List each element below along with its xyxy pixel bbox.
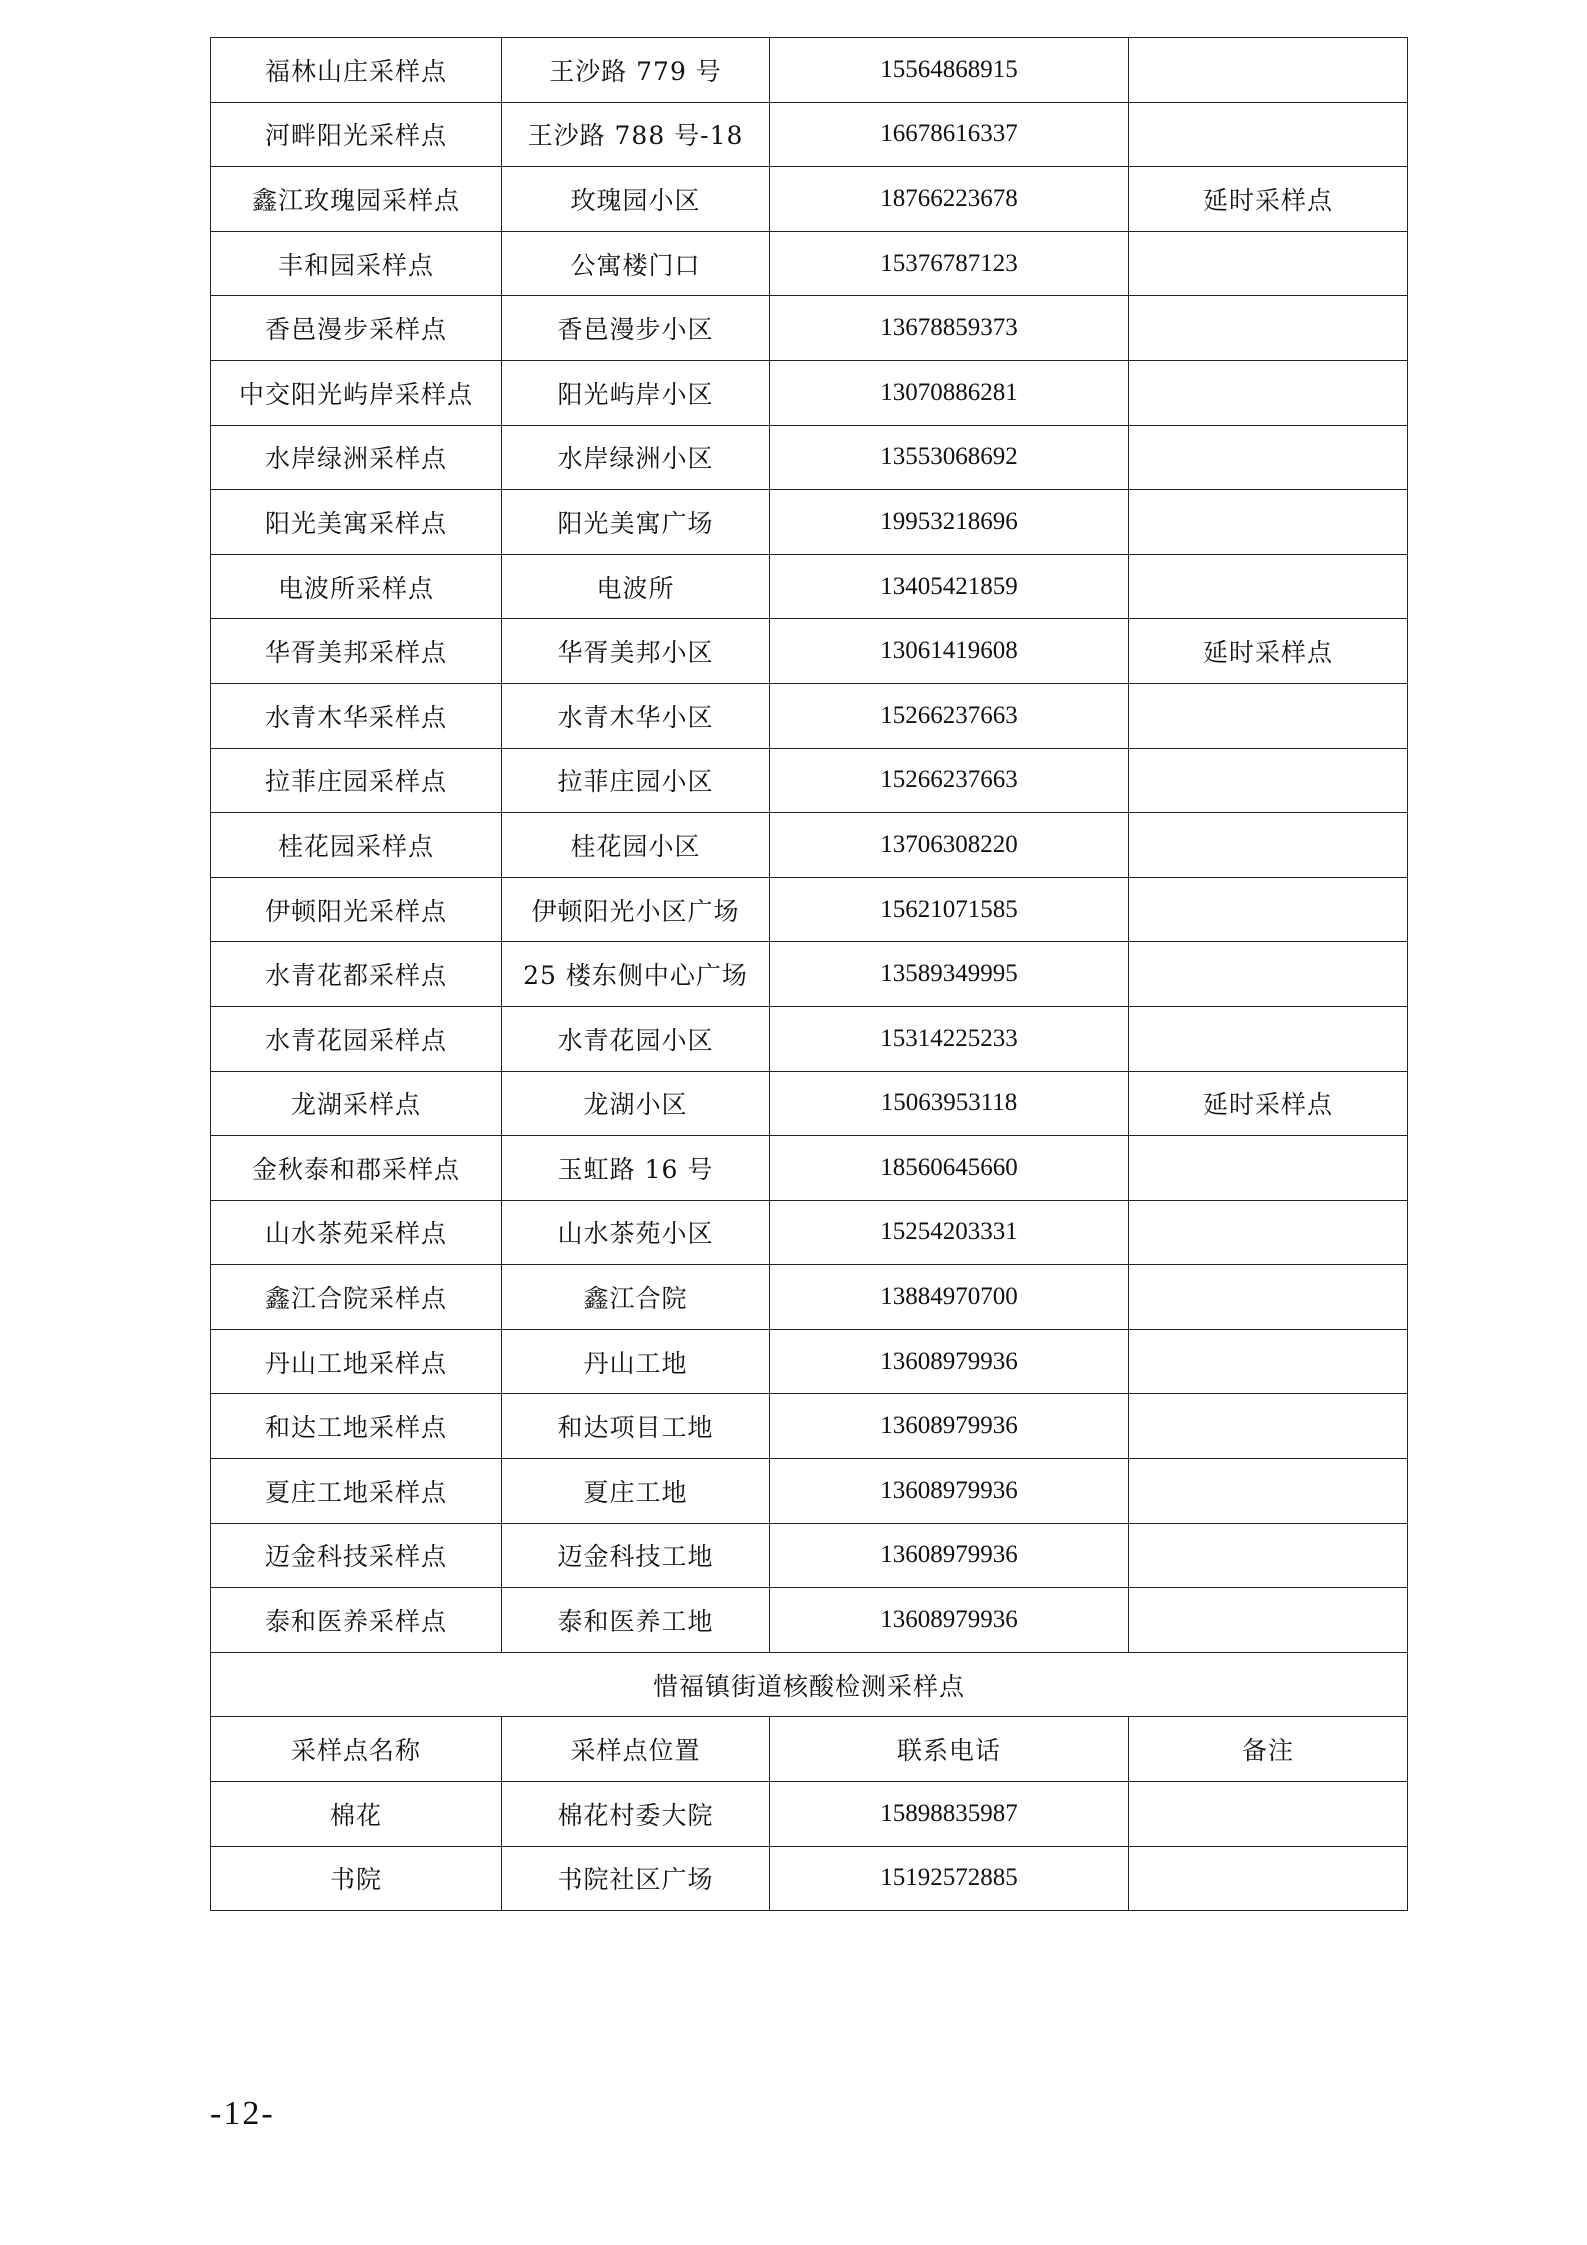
cell-remark — [1129, 231, 1408, 296]
cell-location: 阳光美寓广场 — [502, 490, 770, 555]
cell-phone: 15564868915 — [770, 38, 1129, 103]
cell-phone: 13061419608 — [770, 619, 1129, 684]
cell-location: 山水茶苑小区 — [502, 1200, 770, 1265]
cell-remark — [1129, 1200, 1408, 1265]
table-row — [211, 813, 1408, 878]
sampling-points-table — [210, 37, 1408, 1911]
cell-remark — [1129, 102, 1408, 167]
cell-location: 书院社区广场 — [502, 1846, 770, 1911]
table-row — [211, 490, 1408, 555]
cell-name: 龙湖采样点 — [211, 1071, 502, 1136]
cell-name: 福林山庄采样点 — [211, 38, 502, 103]
cell-phone: 13608979936 — [770, 1329, 1129, 1394]
cell-remark — [1129, 425, 1408, 490]
section-title-row — [211, 1652, 1408, 1717]
table-row — [211, 1459, 1408, 1524]
section-title: 惜福镇街道核酸检测采样点 — [211, 1652, 1408, 1717]
cell-location: 伊顿阳光小区广场 — [502, 877, 770, 942]
table-row — [211, 554, 1408, 619]
cell-name: 水青木华采样点 — [211, 683, 502, 748]
cell-location: 玉虹路 16 号 — [502, 1136, 770, 1201]
cell-phone: 13678859373 — [770, 296, 1129, 361]
cell-remark: 延时采样点 — [1129, 167, 1408, 232]
header-remark: 备注 — [1129, 1717, 1408, 1782]
table-row — [211, 1394, 1408, 1459]
table-row — [211, 1265, 1408, 1330]
cell-name: 鑫江玫瑰园采样点 — [211, 167, 502, 232]
cell-name: 水青花园采样点 — [211, 1006, 502, 1071]
cell-phone: 15376787123 — [770, 231, 1129, 296]
cell-location: 泰和医养工地 — [502, 1588, 770, 1653]
cell-phone: 15063953118 — [770, 1071, 1129, 1136]
cell-name: 桂花园采样点 — [211, 813, 502, 878]
table-row — [211, 619, 1408, 684]
table-row — [211, 1071, 1408, 1136]
table-row — [211, 360, 1408, 425]
cell-phone: 13553068692 — [770, 425, 1129, 490]
cell-location: 电波所 — [502, 554, 770, 619]
cell-location: 水岸绿洲小区 — [502, 425, 770, 490]
cell-name: 中交阳光屿岸采样点 — [211, 360, 502, 425]
cell-name: 鑫江合院采样点 — [211, 1265, 502, 1330]
cell-remark — [1129, 877, 1408, 942]
cell-location: 桂花园小区 — [502, 813, 770, 878]
cell-remark — [1129, 813, 1408, 878]
cell-phone: 15192572885 — [770, 1846, 1129, 1911]
table-row — [211, 1588, 1408, 1653]
header-location: 采样点位置 — [502, 1717, 770, 1782]
cell-name: 水岸绿洲采样点 — [211, 425, 502, 490]
table-row — [211, 1136, 1408, 1201]
table-row — [211, 1523, 1408, 1588]
cell-phone: 13608979936 — [770, 1459, 1129, 1524]
cell-remark — [1129, 360, 1408, 425]
table-row — [211, 942, 1408, 1007]
cell-location: 鑫江合院 — [502, 1265, 770, 1330]
table-body-bottom — [211, 1782, 1408, 1911]
cell-name: 和达工地采样点 — [211, 1394, 502, 1459]
cell-location: 水青木华小区 — [502, 683, 770, 748]
header-phone: 联系电话 — [770, 1717, 1129, 1782]
cell-remark — [1129, 1782, 1408, 1847]
table-row — [211, 683, 1408, 748]
cell-remark — [1129, 942, 1408, 1007]
cell-remark — [1129, 1006, 1408, 1071]
cell-name: 河畔阳光采样点 — [211, 102, 502, 167]
cell-name: 迈金科技采样点 — [211, 1523, 502, 1588]
table-row — [211, 296, 1408, 361]
cell-phone: 13608979936 — [770, 1588, 1129, 1653]
cell-location: 王沙路 788 号-18 — [502, 102, 770, 167]
cell-remark — [1129, 1459, 1408, 1524]
table-row — [211, 1006, 1408, 1071]
cell-name: 电波所采样点 — [211, 554, 502, 619]
cell-phone: 18766223678 — [770, 167, 1129, 232]
table-row — [211, 231, 1408, 296]
cell-location: 25 楼东侧中心广场 — [502, 942, 770, 1007]
column-header-row — [211, 1717, 1408, 1782]
cell-phone: 13884970700 — [770, 1265, 1129, 1330]
table-row — [211, 1846, 1408, 1911]
cell-remark — [1129, 296, 1408, 361]
cell-location: 香邑漫步小区 — [502, 296, 770, 361]
cell-phone: 15266237663 — [770, 748, 1129, 813]
cell-remark — [1129, 1394, 1408, 1459]
cell-phone: 19953218696 — [770, 490, 1129, 555]
cell-phone: 15266237663 — [770, 683, 1129, 748]
page-number: -12- — [210, 2095, 275, 2132]
cell-phone: 13589349995 — [770, 942, 1129, 1007]
table-row — [211, 38, 1408, 103]
cell-remark — [1129, 1588, 1408, 1653]
cell-location: 玫瑰园小区 — [502, 167, 770, 232]
cell-name: 阳光美寓采样点 — [211, 490, 502, 555]
cell-name: 丰和园采样点 — [211, 231, 502, 296]
cell-name: 香邑漫步采样点 — [211, 296, 502, 361]
table-row — [211, 877, 1408, 942]
cell-remark — [1129, 1846, 1408, 1911]
cell-name: 夏庄工地采样点 — [211, 1459, 502, 1524]
cell-phone: 15254203331 — [770, 1200, 1129, 1265]
cell-location: 水青花园小区 — [502, 1006, 770, 1071]
cell-location: 丹山工地 — [502, 1329, 770, 1394]
cell-phone: 13070886281 — [770, 360, 1129, 425]
cell-name: 书院 — [211, 1846, 502, 1911]
cell-phone: 15621071585 — [770, 877, 1129, 942]
cell-location: 和达项目工地 — [502, 1394, 770, 1459]
table-row — [211, 1782, 1408, 1847]
cell-remark — [1129, 1136, 1408, 1201]
cell-name: 拉菲庄园采样点 — [211, 748, 502, 813]
cell-location: 公寓楼门口 — [502, 231, 770, 296]
cell-remark — [1129, 554, 1408, 619]
cell-name: 棉花 — [211, 1782, 502, 1847]
cell-phone: 15314225233 — [770, 1006, 1129, 1071]
cell-location: 棉花村委大院 — [502, 1782, 770, 1847]
cell-phone: 18560645660 — [770, 1136, 1129, 1201]
cell-location: 迈金科技工地 — [502, 1523, 770, 1588]
cell-remark — [1129, 748, 1408, 813]
cell-name: 金秋泰和郡采样点 — [211, 1136, 502, 1201]
cell-remark — [1129, 683, 1408, 748]
cell-name: 伊顿阳光采样点 — [211, 877, 502, 942]
header-name: 采样点名称 — [211, 1717, 502, 1782]
cell-location: 王沙路 779 号 — [502, 38, 770, 103]
cell-remark — [1129, 1265, 1408, 1330]
cell-name: 山水茶苑采样点 — [211, 1200, 502, 1265]
cell-phone: 13608979936 — [770, 1523, 1129, 1588]
cell-location: 夏庄工地 — [502, 1459, 770, 1524]
table-row — [211, 1329, 1408, 1394]
cell-phone: 13405421859 — [770, 554, 1129, 619]
cell-name: 泰和医养采样点 — [211, 1588, 502, 1653]
cell-remark — [1129, 38, 1408, 103]
cell-phone: 15898835987 — [770, 1782, 1129, 1847]
cell-location: 华胥美邦小区 — [502, 619, 770, 684]
table-row — [211, 167, 1408, 232]
table-section-header — [211, 1652, 1408, 1781]
cell-location: 拉菲庄园小区 — [502, 748, 770, 813]
table-body-top — [211, 38, 1408, 1653]
table-row — [211, 748, 1408, 813]
cell-location: 阳光屿岸小区 — [502, 360, 770, 425]
cell-remark — [1129, 1523, 1408, 1588]
cell-location: 龙湖小区 — [502, 1071, 770, 1136]
cell-remark — [1129, 490, 1408, 555]
cell-remark: 延时采样点 — [1129, 619, 1408, 684]
cell-remark: 延时采样点 — [1129, 1071, 1408, 1136]
cell-remark — [1129, 1329, 1408, 1394]
cell-phone: 16678616337 — [770, 102, 1129, 167]
cell-name: 丹山工地采样点 — [211, 1329, 502, 1394]
table-row — [211, 1200, 1408, 1265]
cell-name: 水青花都采样点 — [211, 942, 502, 1007]
cell-phone: 13608979936 — [770, 1394, 1129, 1459]
table-row — [211, 425, 1408, 490]
cell-name: 华胥美邦采样点 — [211, 619, 502, 684]
cell-phone: 13706308220 — [770, 813, 1129, 878]
table-row — [211, 102, 1408, 167]
